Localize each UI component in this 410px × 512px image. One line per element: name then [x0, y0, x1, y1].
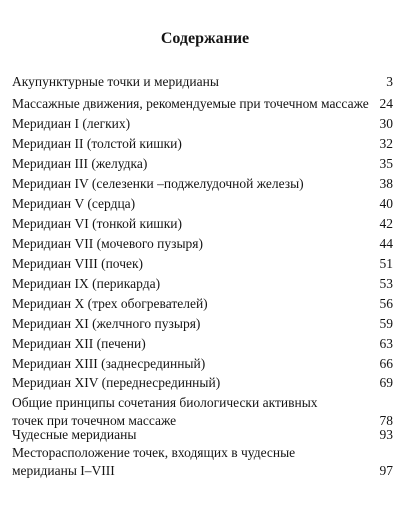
- toc-entry: [12, 255, 393, 273]
- toc-entry-page: 63: [379, 336, 393, 351]
- toc-entry: [12, 215, 393, 233]
- toc-entry-title: Меридиан I (легких): [12, 116, 131, 131]
- toc-entry: [12, 394, 393, 430]
- toc-entry: [12, 155, 393, 173]
- toc-entry-title: Меридиан X (трех обогревателей): [12, 296, 208, 311]
- toc-entry: [12, 73, 393, 91]
- toc-entry-title: Меридиан XI (желчного пузыря): [12, 316, 201, 331]
- toc-entry: [12, 315, 393, 333]
- toc-entry: [12, 135, 393, 153]
- toc-entry-title: Месторасположение точек, входящих в чудесные меридианы I–VIII: [12, 445, 296, 478]
- toc-entry-title: Меридиан VI (тонкой кишки): [12, 216, 182, 231]
- toc-entry: [12, 235, 393, 253]
- toc-entry-page: 66: [379, 356, 393, 371]
- toc-entry: [12, 115, 393, 133]
- toc-entry: [12, 355, 393, 373]
- toc-entry-page: 38: [379, 176, 393, 191]
- toc-entry-title: Меридиан VIII (почек): [12, 256, 144, 271]
- toc-entry: [12, 195, 393, 213]
- toc-entry-page: 32: [379, 136, 393, 151]
- toc-entry-page: 35: [379, 156, 393, 171]
- toc-entry-page: 78: [379, 413, 393, 428]
- toc-entry-page: 40: [379, 196, 393, 211]
- toc-entry-title: Массажные движения, рекомендуемые при точечном массаже: [12, 96, 369, 111]
- toc-entry: [12, 335, 393, 353]
- page-title: Содержание: [160, 30, 250, 47]
- toc-entry-page: 30: [379, 116, 393, 131]
- toc-entry-page: 24: [379, 96, 393, 111]
- toc-entry-title: Меридиан IX (перикарда): [12, 276, 161, 291]
- toc-entry-title: Меридиан II (толстой кишки): [12, 136, 182, 151]
- toc-entry-page: 3: [386, 74, 393, 89]
- toc-entry-title: Меридиан XII (печени): [12, 336, 146, 351]
- toc-entry-page: 42: [379, 216, 393, 231]
- toc-entry-title: Меридиан VII (мочевого пузыря): [12, 236, 204, 251]
- toc-entry: [12, 95, 393, 113]
- toc-entry-title: Акупунктурные точки и меридианы: [12, 74, 219, 89]
- toc-entry-page: 69: [379, 375, 393, 390]
- toc-entry: [12, 175, 393, 193]
- toc-entry-page: 56: [379, 296, 393, 311]
- toc-entry: [12, 426, 393, 444]
- toc-entry-title: Меридиан V (сердца): [12, 196, 136, 211]
- toc-entry-page: 51: [379, 256, 393, 271]
- toc-entry-page: 53: [379, 276, 393, 291]
- toc-entry-title: Чудесные меридианы: [12, 427, 137, 442]
- toc-entry-page: 97: [379, 463, 393, 478]
- toc-entry: [12, 295, 393, 313]
- toc-entry-title: Меридиан IV (селезенки –поджелудочной железы): [12, 176, 304, 191]
- toc-entry-title: Меридиан XIII (заднесрединный): [12, 356, 206, 371]
- toc-entry-page: 93: [379, 427, 393, 442]
- toc-entry-title: Меридиан III (желудка): [12, 156, 148, 171]
- toc-entry: [12, 275, 393, 293]
- toc-entry-page: 44: [379, 236, 393, 251]
- toc-entry: [12, 374, 393, 392]
- toc-entry-title: Общие принципы сочетания биологически активных точек при точечном массаже: [12, 395, 318, 428]
- toc-entry-page: 59: [379, 316, 393, 331]
- toc-entry: [12, 444, 393, 480]
- toc-entry-title: Меридиан XIV (переднесрединный): [12, 375, 221, 390]
